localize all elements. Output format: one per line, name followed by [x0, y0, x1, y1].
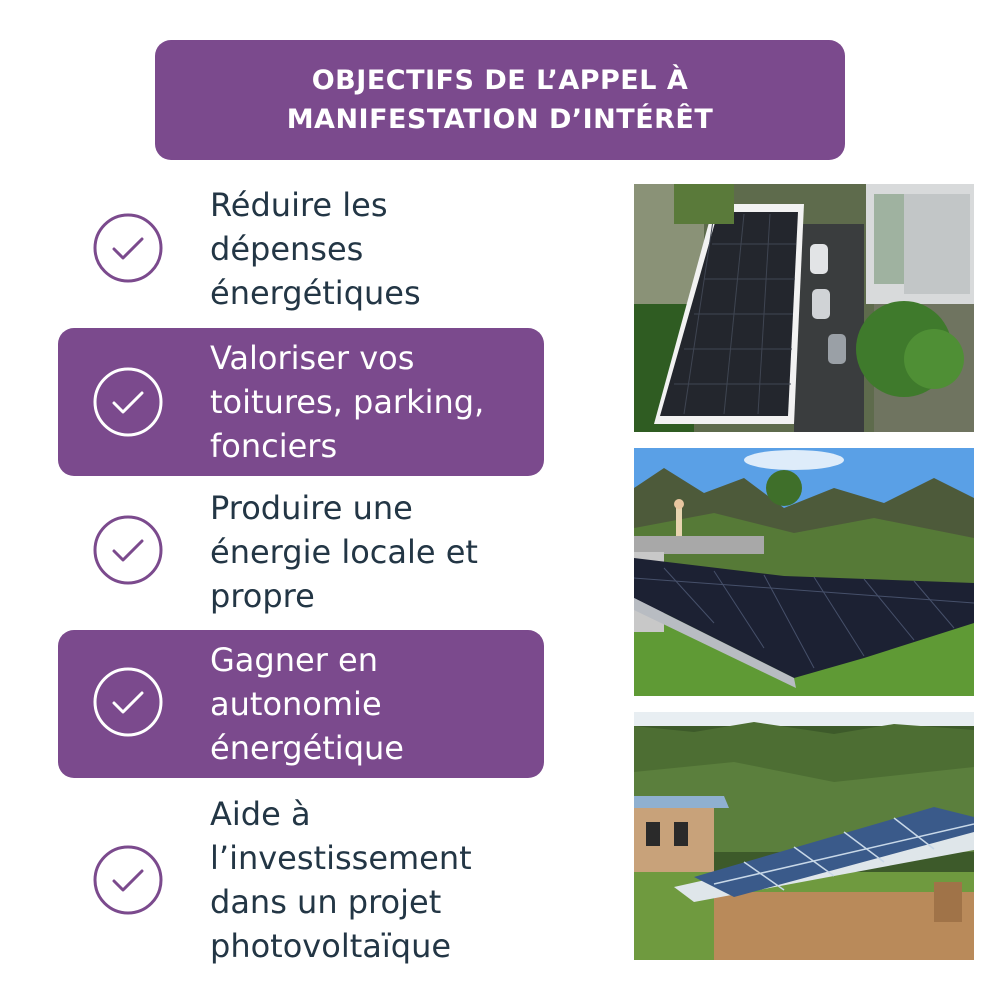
objective-line: propre	[210, 577, 315, 615]
objective-line: fonciers	[210, 427, 338, 465]
objective-text	[210, 638, 404, 770]
objective-line: toitures, parking,	[210, 383, 485, 421]
check-circle-icon	[92, 514, 164, 586]
objective-line: énergétique	[210, 729, 404, 767]
check-circle-icon	[92, 844, 164, 916]
objective-line: dans un projet	[210, 883, 442, 921]
objective-text	[210, 336, 484, 468]
objective-text	[210, 183, 421, 315]
objective-item	[58, 180, 544, 316]
objective-line: l’investissement	[210, 839, 472, 877]
objective-line: photovoltaïque	[210, 927, 452, 965]
objective-line: Réduire les	[210, 186, 388, 224]
objective-item-highlighted	[58, 630, 544, 778]
header-title-line-1: OBJECTIFS DE L’APPEL À	[311, 64, 689, 96]
objective-text	[210, 792, 472, 968]
objective-item	[58, 792, 544, 982]
check-circle-icon	[92, 366, 164, 438]
objective-text	[210, 486, 478, 618]
ground-mounted-solar-array-photo	[634, 448, 974, 696]
objective-line: Aide à	[210, 795, 311, 833]
objective-line: Valoriser vos	[210, 339, 415, 377]
solar-carport-aerial-photo	[634, 184, 974, 432]
objective-item	[58, 486, 544, 622]
solar-roof-on-wooden-building-photo	[634, 712, 974, 960]
objective-line: énergétiques	[210, 274, 421, 312]
header-title-line-2: MANIFESTATION D’INTÉRÊT	[286, 104, 714, 135]
check-circle-icon	[92, 666, 164, 738]
objective-line: Gagner en	[210, 641, 378, 679]
header-banner	[155, 40, 845, 160]
objective-item-highlighted	[58, 328, 544, 476]
objective-line: Produire une	[210, 489, 413, 527]
objective-line: autonomie	[210, 685, 382, 723]
objective-line: dépenses	[210, 230, 364, 268]
check-circle-icon	[92, 212, 164, 284]
objective-line: énergie locale et	[210, 533, 478, 571]
